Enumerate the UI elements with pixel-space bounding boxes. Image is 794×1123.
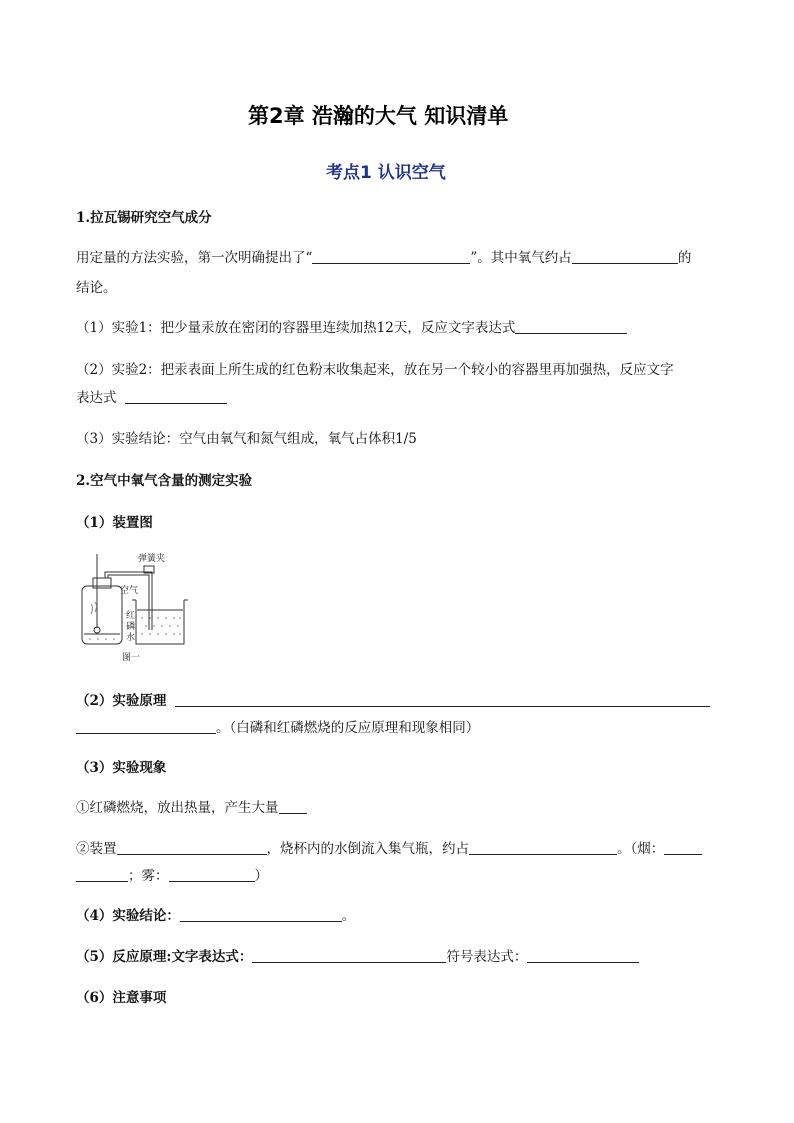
blank-line[interactable] bbox=[312, 249, 470, 264]
principle-line1: （2）实验原理 bbox=[76, 689, 710, 709]
figure-label: 图一 bbox=[122, 653, 141, 663]
blank-line[interactable] bbox=[469, 840, 617, 855]
blank-line[interactable] bbox=[527, 948, 639, 963]
conclusion-line: （4）实验结论： 。 bbox=[76, 908, 356, 924]
s1-exp2a: （2）实验2：把汞表面上所生成的红色粉末收集起来，放在另一个较小的容器里再加强热，反应文字 bbox=[76, 362, 674, 378]
section-subtitle: 考点1 认识空气 bbox=[326, 163, 446, 183]
clip-label: 弹簧夹 bbox=[138, 554, 166, 564]
gas-collecting-bottle bbox=[82, 554, 122, 644]
blank-line[interactable] bbox=[252, 948, 446, 963]
phosphorus-label: 磷 bbox=[126, 622, 136, 632]
apparatus-diagram bbox=[80, 548, 200, 666]
blank-line[interactable] bbox=[175, 692, 710, 707]
notes-heading: （6）注意事项 bbox=[76, 990, 167, 1006]
phenomenon-2b: ；雾： ） bbox=[76, 864, 268, 884]
s1-exp3: （3）实验结论：空气由氧气和氮气组成，氧气占体积1/5 bbox=[76, 431, 417, 447]
phenomenon-1: ①红磷燃烧，放出热量，产生大量 bbox=[76, 796, 307, 816]
blank-line[interactable] bbox=[76, 867, 128, 882]
water-label: 水 bbox=[126, 633, 136, 643]
blank-line[interactable] bbox=[76, 719, 216, 734]
blank-line[interactable] bbox=[515, 319, 627, 334]
blank-line[interactable] bbox=[664, 840, 702, 855]
blank-line[interactable] bbox=[117, 840, 267, 855]
air-label: 空气 bbox=[120, 586, 139, 596]
s1-line2: 结论。 bbox=[76, 280, 117, 296]
blank-line[interactable] bbox=[572, 249, 678, 264]
s1-exp2b: 表达式 bbox=[76, 386, 227, 406]
blank-line[interactable] bbox=[169, 867, 255, 882]
heading-2: 2.空气中氧气含量的测定实验 bbox=[76, 473, 253, 489]
page-title: 第2章 浩瀚的大气 知识清单 bbox=[248, 104, 509, 128]
s1-line1: 用定量的方法实验，第一次明确提出了“ ”。其中氧气约占 的 bbox=[76, 250, 692, 266]
phenomenon-heading: （3）实验现象 bbox=[76, 760, 167, 776]
phenomenon-2: ②装置 ，烧杯内的水倒流入集气瓶，约占 。（烟： bbox=[76, 837, 702, 857]
heading-1: 1.拉瓦锡研究空气成分 bbox=[76, 210, 212, 226]
blank-line[interactable] bbox=[180, 907, 342, 922]
blank-line[interactable] bbox=[279, 799, 307, 814]
blank-line[interactable] bbox=[125, 389, 227, 404]
apparatus-heading: （1）装置图 bbox=[76, 515, 153, 531]
principle-line2: 。（白磷和红磷燃烧的反应原理和现象相同） bbox=[76, 716, 479, 736]
reaction-line: （5）反应原理:文字表达式： 符号表达式： bbox=[76, 945, 639, 965]
beaker bbox=[132, 600, 188, 644]
red-label: 红 bbox=[126, 611, 136, 621]
s1-exp1: （1）实验1：把少量汞放在密闭的容器里连续加热12天，反应文字表达式 bbox=[76, 316, 627, 336]
